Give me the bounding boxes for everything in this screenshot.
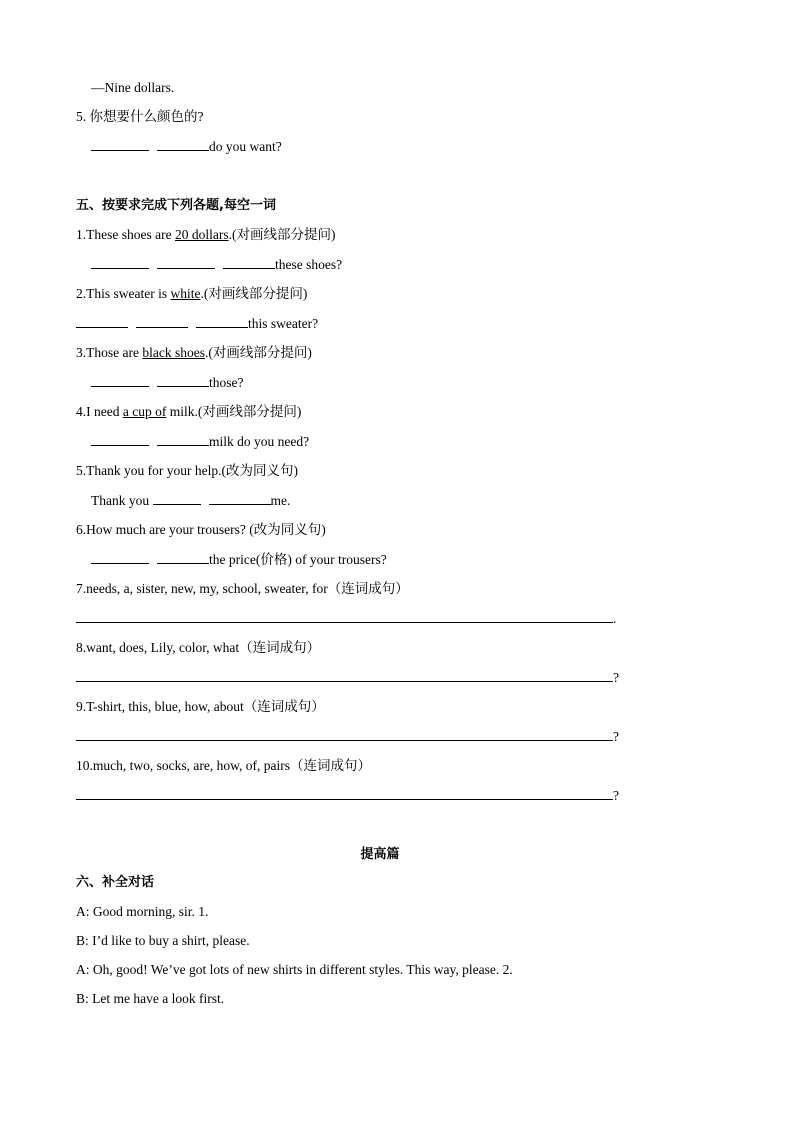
underlined-phrase: a cup of — [122, 404, 167, 419]
question-5-answer: do you want? — [91, 136, 282, 157]
s5-item-4: 4.I need a cup of milk.(对画线部分提问) — [76, 404, 302, 419]
sentence-answer-line[interactable] — [76, 726, 613, 741]
s5-item-1: 1.These shoes are 20 dollars.(对画线部分提问) — [76, 227, 336, 242]
answer-blank[interactable] — [91, 254, 149, 269]
s5-item-5: 5.Thank you for your help.(改为同义句) — [76, 463, 298, 478]
answer-blank[interactable] — [91, 549, 149, 564]
s5-item-3: 3.Those are black shoes.(对画线部分提问) — [76, 345, 312, 360]
s5-item-3-answer: those? — [91, 372, 244, 393]
sentence-answer-line[interactable] — [76, 608, 613, 623]
answer-blank[interactable] — [209, 490, 271, 505]
s5-item-9: 9.T-shirt, this, blue, how, about（连词成句） — [76, 699, 325, 714]
answer-blank[interactable] — [76, 313, 128, 328]
underlined-phrase: white — [170, 286, 201, 301]
s5-item-8-answer: ? — [76, 667, 619, 688]
underlined-phrase: black shoes — [142, 345, 205, 360]
s5-item-2-answer: this sweater? — [76, 313, 318, 334]
answer-blank[interactable] — [136, 313, 188, 328]
s5-item-2: 2.This sweater is white.(对画线部分提问) — [76, 286, 308, 301]
answer-blank[interactable] — [153, 490, 201, 505]
sentence-answer-line[interactable] — [76, 667, 613, 682]
section-6-title: 六、补全对话 — [76, 875, 155, 890]
s5-item-1-answer: these shoes? — [91, 254, 342, 275]
s5-item-4-answer: milk do you need? — [91, 431, 309, 452]
dialog-line: A: Good morning, sir. 1. — [76, 904, 209, 919]
answer-blank[interactable] — [196, 313, 248, 328]
answer-blank[interactable] — [157, 431, 209, 446]
section-5-title: 五、按要求完成下列各题,每空一词 — [76, 198, 276, 213]
answer-line: —Nine dollars. — [91, 80, 175, 95]
s5-item-7-answer: . — [76, 608, 616, 629]
answer-blank[interactable] — [157, 549, 209, 564]
dialog-line: B: I’d like to buy a shirt, please. — [76, 933, 250, 948]
answer-blank[interactable] — [223, 254, 275, 269]
s5-item-10-answer: ? — [76, 785, 619, 806]
s5-item-5-answer: Thank you me. — [91, 490, 290, 511]
answer-blank[interactable] — [91, 136, 149, 151]
answer-blank[interactable] — [91, 372, 149, 387]
sentence-answer-line[interactable] — [76, 785, 613, 800]
s5-item-9-answer: ? — [76, 726, 619, 747]
s5-item-6-answer: the price(价格) of your trousers? — [91, 549, 387, 570]
s5-item-7: 7.needs, a, sister, new, my, school, sweater, for（连词成句） — [76, 581, 409, 596]
answer-blank[interactable] — [157, 372, 209, 387]
dialog-line: A: Oh, good! We’ve got lots of new shirts in different styles. This way, please. 2. — [76, 962, 513, 977]
s5-item-8: 8.want, does, Lily, color, what（连词成句） — [76, 640, 321, 655]
answer-blank[interactable] — [157, 136, 209, 151]
dialog-line: B: Let me have a look first. — [76, 991, 225, 1006]
advanced-title: 提高篇 — [360, 847, 400, 862]
underlined-phrase: 20 dollars — [174, 227, 229, 242]
s5-item-6: 6.How much are your trousers? (改为同义句) — [76, 522, 326, 537]
answer-blank[interactable] — [91, 431, 149, 446]
question-5: 5. 你想要什么颜色的? — [76, 109, 204, 124]
answer-blank[interactable] — [157, 254, 215, 269]
s5-item-10: 10.much, two, socks, are, how, of, pairs（连词成句） — [76, 758, 371, 773]
